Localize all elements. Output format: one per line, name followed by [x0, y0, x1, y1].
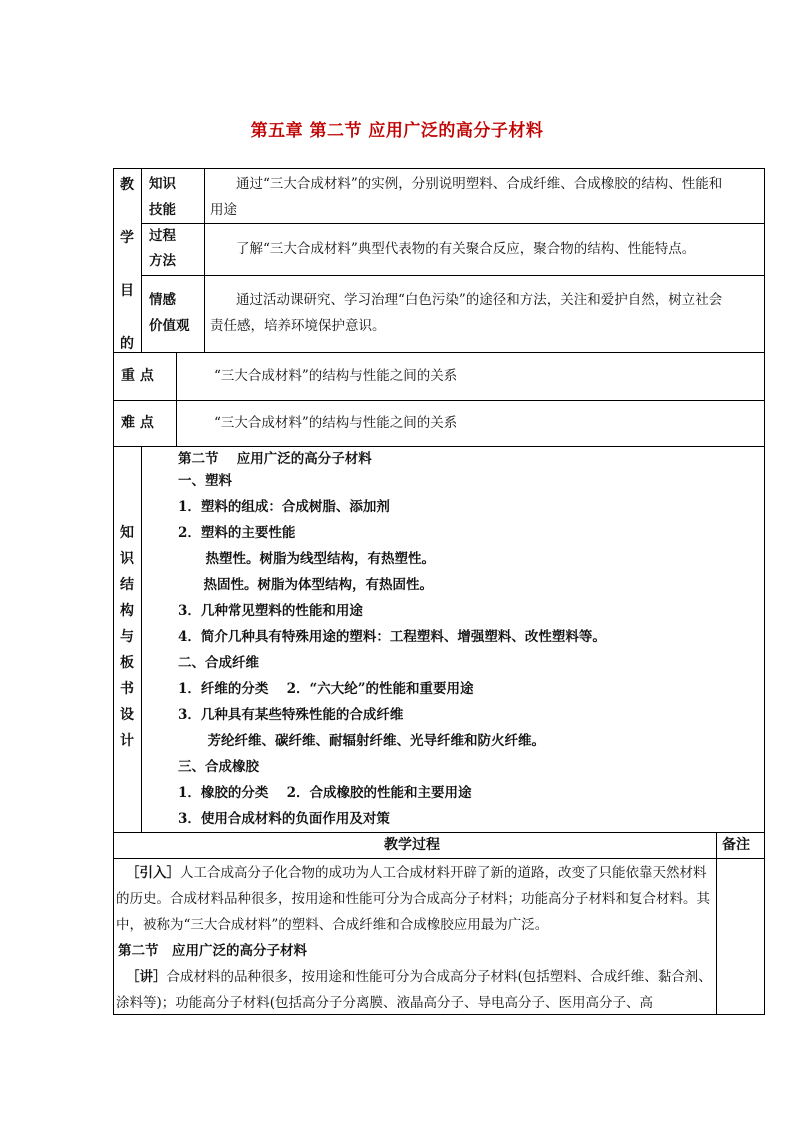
outline-line: 3．几种常见塑料的性能和用途 — [178, 603, 363, 619]
outline-line: 热塑性。树脂为线型结构，有热塑性。 — [192, 551, 435, 567]
objective-text: 用途 — [210, 202, 237, 218]
outline-line: 热固性。树脂为体型结构，有热固性。 — [190, 577, 433, 593]
objective-name: 价值观 — [149, 318, 190, 334]
key-point-text: “三大合成材料”的结构与性能之间的关系 — [214, 368, 458, 384]
outline-line: 1．橡胶的分类 2．合成橡胶的性能和主要用途 — [178, 785, 472, 801]
outline-line: 第二节 应用广泛的高分子材料 — [178, 451, 372, 467]
objectives-label: 教 学 目 的 — [120, 177, 134, 352]
difficulty-label: 难 点 — [121, 415, 154, 431]
outline-line: 1．塑料的组成：合成树脂、添加剂 — [178, 499, 390, 515]
outline-line: 2．塑料的主要性能 — [178, 525, 296, 541]
lecture-tag: ［讲］ — [126, 969, 167, 985]
outline-line: 三、合成橡胶 — [178, 759, 259, 775]
process-header: 教学过程 — [384, 837, 440, 853]
objective-text: 了解“三大合成材料”典型代表物的有关聚合反应，聚合物的结构、性能特点。 — [236, 241, 696, 257]
key-point-label: 重 点 — [121, 368, 154, 384]
objective-name: 过程 — [149, 228, 176, 244]
outline-line: 3．使用合成材料的负面作用及对策 — [178, 811, 390, 827]
outline-line: 一、塑料 — [178, 473, 232, 489]
outline-line: 4．简介几种具有特殊用途的塑料：工程塑料、增强塑料、改性塑料等。 — [178, 629, 606, 645]
objective-name: 方法 — [149, 253, 176, 269]
lecture-text: 合成材料的品种很多，按用途和性能可分为合成高分子材料(包括塑料、合成纤维、黏合剂、涂料等)；功能高分子材料(包括高分子分离膜、液晶高分子、导电高分子、医用高分子、高 — [116, 969, 712, 1011]
document-title: 第五章 第二节 应用广泛的高分子材料 — [250, 121, 544, 141]
objective-name: 知识 — [149, 176, 176, 192]
objective-name: 情感 — [149, 292, 176, 308]
outline-line: 芳纶纤维、碳纤维、耐辐射纤维、光导纤维和防火纤维。 — [194, 733, 545, 749]
intro-paragraph — [116, 860, 712, 938]
outline-line: 1．纤维的分类 2．“六大纶”的性能和重要用途 — [178, 681, 474, 697]
structure-label: 知 识 结 构 与 板 书 设 计 — [120, 525, 134, 749]
objective-name: 技能 — [149, 202, 176, 218]
section-title: 第二节 应用广泛的高分子材料 — [118, 943, 307, 959]
outline-line: 3．几种具有某些特殊性能的合成纤维 — [178, 707, 404, 723]
intro-text: 人工合成高分子化合物的成功为人工合成材料开辟了新的道路，改变了只能依靠天然材料的历史。合成材料品种很多，按用途和性能可分为合成高分子材料；功能高分子材料和复合材料。其中，被称为“三大合成材料”的塑料、合成纤维和合成橡胶应用最为广泛。 — [116, 865, 710, 933]
objective-text: 通过活动课研究、学习治理“白色污染”的途径和方法，关注和爱护自然，树立社会 — [236, 292, 723, 308]
intro-tag: ［引入］ — [126, 865, 180, 881]
outline-line: 二、合成纤维 — [178, 655, 259, 671]
objective-text: 责任感，培养环境保护意识。 — [210, 318, 386, 334]
lecture-paragraph — [116, 964, 712, 1016]
difficulty-text: “三大合成材料”的结构与性能之间的关系 — [214, 415, 458, 431]
notes-header: 备注 — [722, 837, 750, 853]
objective-text: 通过“三大合成材料”的实例，分别说明塑料、合成纤维、合成橡胶的结构、性能和 — [236, 176, 723, 192]
